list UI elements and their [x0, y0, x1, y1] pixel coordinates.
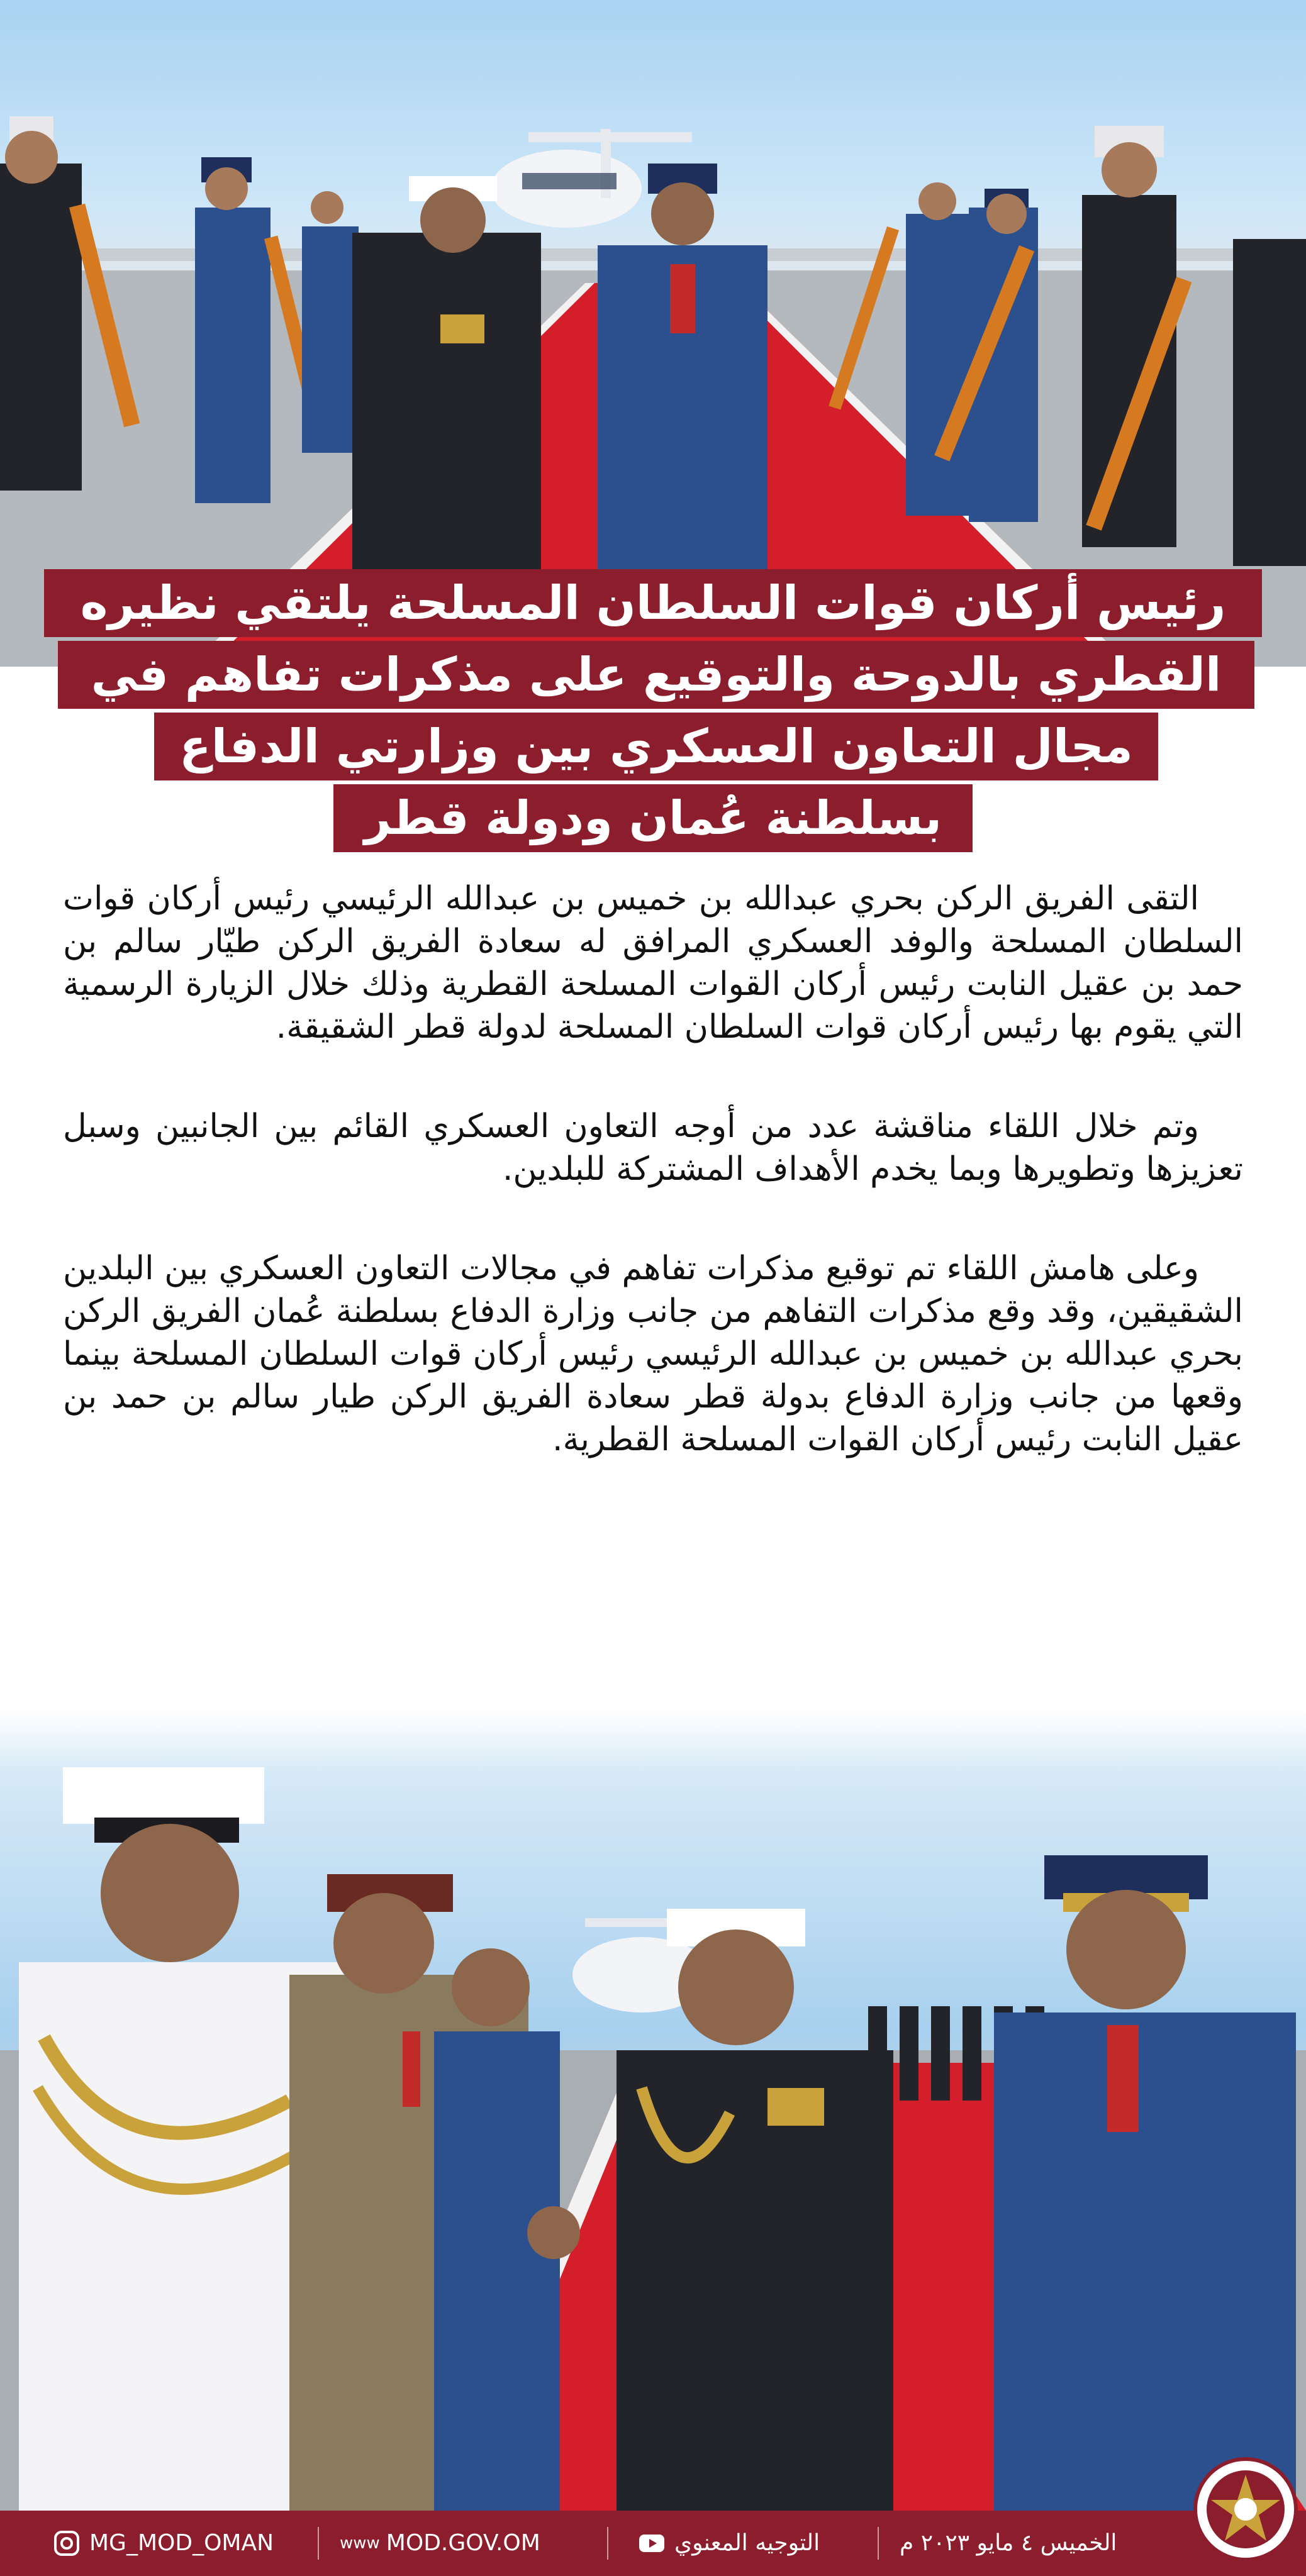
website-link[interactable] — [340, 2511, 540, 2576]
website-text: MOD.GOV.OM — [386, 2530, 540, 2556]
footer-divider — [318, 2527, 319, 2560]
article-paragraph-2: وتم خلال اللقاء مناقشة عدد من أوجه التعاون العسكري القائم بين الجانبين وسبل تعزيزها وتطويرها وبما يخدم الأهداف المشتركة للبلدين. — [63, 1108, 1243, 1188]
footer-bar — [0, 2511, 1306, 2576]
officer-blue-uniform-right — [994, 1855, 1296, 2511]
publish-date: الخميس ٤ مايو ٢٠٢٣ م — [900, 2530, 1117, 2556]
article-paragraph-3: وعلى هامش اللقاء تم توقيع مذكرات تفاهم في مجالات التعاون العسكري بين البلدين الشقيقين، وقد وقع مذكرات التفاهم من جانب وزارة الدفاع بسلطنة عُمان الفريق الركن بحري عبدالله بن خميس بن عبدالله الرئيسي رئيس أركان قوات السلطان المسلحة بينما وقعها من جانب وزارة الدفاع بدولة قطر سعادة الفريق الركن طيار سالم بن حمد بن عقيل النابت رئيس أركان القوات المسلحة القطرية. — [63, 1250, 1243, 1458]
officer-black-uniform — [352, 176, 541, 585]
headline-line-3: مجال التعاون العسكري بين وزارتي الدفاع — [154, 713, 1158, 780]
footer-divider — [878, 2527, 879, 2560]
ministry-emblem-icon — [1192, 2450, 1299, 2569]
headline-line-4: بسلطنة عُمان ودولة قطر — [333, 784, 973, 852]
youtube-icon — [638, 2529, 666, 2557]
social-handle[interactable] — [44, 2511, 274, 2576]
social-media-icon — [53, 2529, 81, 2557]
headline-line-2: القطري بالدوحة والتوقيع على مذكرات تفاهم في — [58, 641, 1254, 709]
social-handle-text: MG_MOD_OMAN — [89, 2530, 274, 2556]
footer-divider — [607, 2527, 608, 2560]
headline-line-1: رئيس أركان قوات السلطان المسلحة يلتقي نظيره — [44, 569, 1262, 637]
top-photo-illustration — [0, 0, 1306, 667]
article-paragraph-1: التقى الفريق الركن بحري عبدالله بن خميس بن عبدالله الرئيسي رئيس أركان قوات السلطان المسلحة والوفد العسكري المرافق له سعادة الفريق الركن طيّار سالم بن حمد بن عقيل النابت رئيس أركان القوات المسلحة القطرية وذلك خلال الزيارة الرسمية التي يقوم بها رئيس أركان قوات السلطان المسلحة لدولة قطر الشقيقة. — [63, 880, 1243, 1046]
department-link[interactable] — [629, 2511, 820, 2576]
website-prefix: www — [340, 2534, 380, 2553]
department-text: التوجيه المعنوي — [674, 2530, 820, 2556]
officer-blue-uniform — [598, 164, 767, 597]
bottom-photo-illustration — [0, 1711, 1306, 2511]
headline-banner — [0, 569, 1306, 865]
bottom-photo-handshake — [0, 1711, 1306, 2511]
article-body — [63, 877, 1243, 1518]
top-photo-guard-of-honor — [0, 0, 1306, 667]
guard-left-3 — [302, 191, 359, 453]
